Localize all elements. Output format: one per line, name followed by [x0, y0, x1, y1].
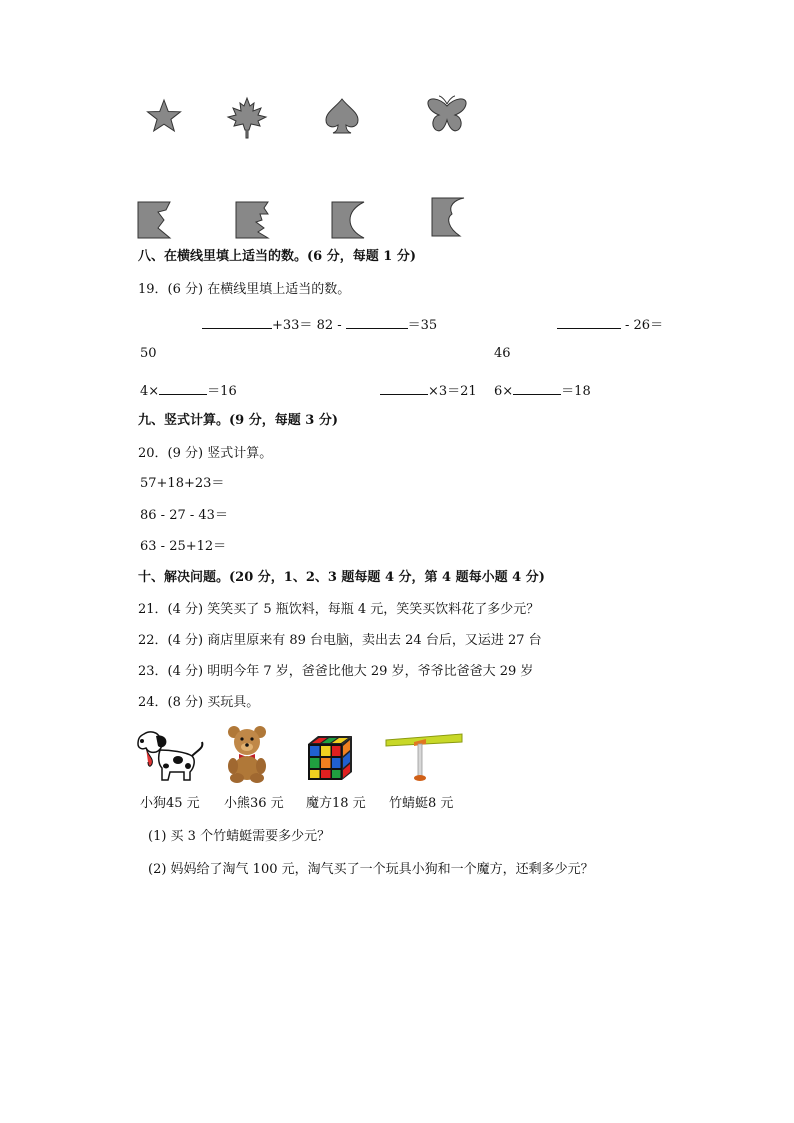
q19-eq1: +33＝ 82 - ＝35: [202, 315, 437, 334]
toy-label-dog: 小狗45 元: [140, 796, 200, 811]
q19-eq5: 6× ＝18: [494, 381, 591, 400]
q19-eq3: 4× ＝16: [140, 381, 237, 400]
toy-label-bear: 小熊36 元: [224, 796, 284, 811]
answer-blank[interactable]: [202, 315, 272, 329]
toy-label-dragonfly: 竹蜻蜓8 元: [389, 796, 454, 811]
notched-square-star-icon: [136, 200, 172, 240]
q23: 23．(4 分) 明明今年 7 岁，爸爸比他大 29 岁，爷爷比爸爸大 29 岁: [138, 664, 534, 679]
butterfly-icon: [424, 94, 470, 136]
section8-heading: 八、在横线里填上适当的数。(6 分，每题 1 分): [138, 249, 416, 264]
spade-icon: [322, 96, 362, 136]
maple-leaf-icon: [226, 96, 268, 140]
q20-item-2: 86 - 27 - 43＝: [140, 508, 228, 523]
notched-square-butterfly-icon: [430, 196, 466, 238]
answer-blank[interactable]: [159, 381, 207, 395]
q19-stem: 19．(6 分) 在横线里填上适当的数。: [138, 282, 351, 297]
q24-sub1: (1) 买 3 个竹蜻蜓需要多少元？: [148, 829, 331, 844]
q19-eq2: - 26＝: [557, 315, 663, 334]
answer-blank[interactable]: [380, 381, 428, 395]
star-icon: [146, 98, 182, 134]
toy-label-cube: 魔方18 元: [306, 796, 366, 811]
q20-item-3: 63 - 25+12＝: [140, 539, 227, 554]
notched-square-spade-icon: [330, 200, 366, 240]
q19-value-46: 46: [494, 346, 511, 361]
answer-blank[interactable]: [557, 315, 621, 329]
q21: 21．(4 分) 笑笑买了 5 瓶饮料，每瓶 4 元，笑笑买饮料花了多少元？: [138, 602, 540, 617]
answer-blank[interactable]: [346, 315, 408, 329]
q19-eq4: ×3＝21: [380, 381, 477, 400]
section10-heading: 十、解决问题。(20 分，1、2、3 题每题 4 分，第 4 题每小题 4 分): [138, 570, 545, 585]
dog-icon: [134, 728, 206, 784]
notched-square-leaf-icon: [234, 200, 270, 240]
bamboo-dragonfly-icon: [384, 728, 464, 784]
q20-item-1: 57+18+23＝: [140, 476, 225, 491]
q24-stem: 24．(8 分) 买玩具。: [138, 695, 260, 710]
teddy-bear-icon: [222, 724, 272, 784]
q19-value-50: 50: [140, 346, 157, 361]
answer-blank[interactable]: [513, 381, 561, 395]
q22: 22．(4 分) 商店里原来有 89 台电脑，卖出去 24 台后，又运进 27 台: [138, 633, 542, 648]
rubiks-cube-icon: [304, 734, 356, 784]
section9-heading: 九、竖式计算。(9 分，每题 3 分): [138, 413, 338, 428]
q20-stem: 20．(9 分) 竖式计算。: [138, 446, 273, 461]
q24-sub2: (2) 妈妈给了淘气 100 元，淘气买了一个玩具小狗和一个魔方，还剩多少元？: [148, 862, 594, 877]
